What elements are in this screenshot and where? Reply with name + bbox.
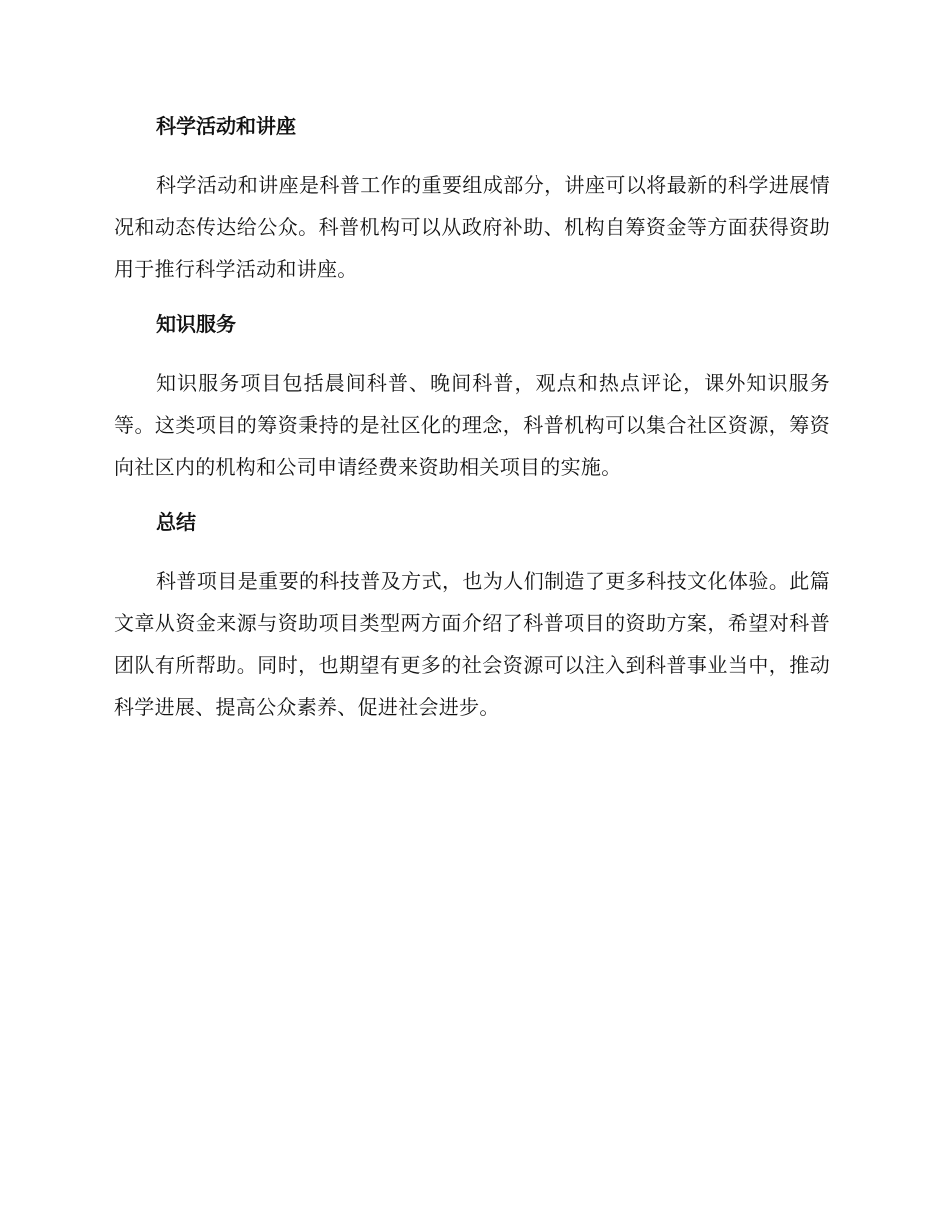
section-paragraph: 知识服务项目包括晨间科普、晚间科普，观点和热点评论，课外知识服务等。这类项目的筹资秉持的是社区化的理念，科普机构可以集合社区资源，筹资向社区内的机构和公司申请经费来资助相关项目的实施。 (114, 371, 830, 479)
document-content (114, 110, 830, 746)
section-paragraph: 科普项目是重要的科技普及方式，也为人们制造了更多科技文化体验。此篇文章从资金来源与资助项目类型两方面介绍了科普项目的资助方案，希望对科普团队有所帮助。同时，也期望有更多的社会资源可以注入到科普事业当中，推动科学进展、提高公众素养、促进社会进步。 (114, 569, 830, 719)
section-heading: 总结 (156, 510, 196, 534)
section-knowledge-services (114, 308, 830, 488)
section-paragraph: 科学活动和讲座是科普工作的重要组成部分，讲座可以将最新的科学进展情况和动态传达给公众。科普机构可以从政府补助、机构自筹资金等方面获得资助用于推行科学活动和讲座。 (114, 173, 830, 281)
section-summary (114, 506, 830, 728)
section-heading: 知识服务 (156, 312, 236, 336)
section-science-activities (114, 110, 830, 290)
section-heading: 科学活动和讲座 (156, 114, 296, 138)
